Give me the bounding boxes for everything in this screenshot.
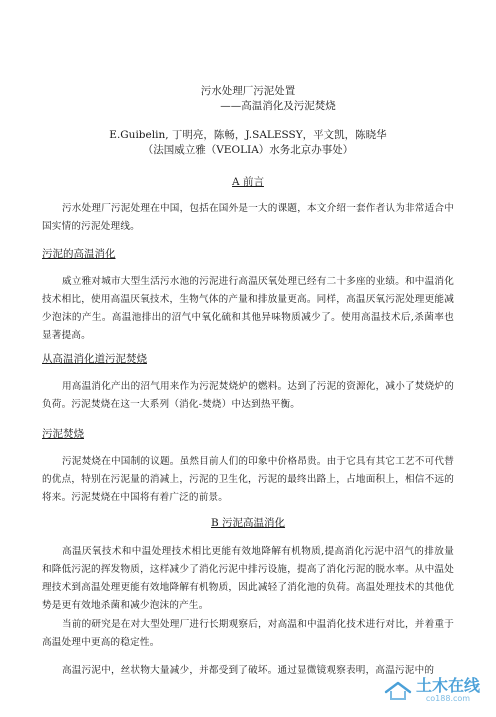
subheading-digestion-to-incineration: 从高温消化道污泥焚烧 xyxy=(42,353,147,365)
watermark-domain: co188.com xyxy=(425,694,471,703)
organization-line: （法国威立雅（VEOLIA）水务北京办事处） xyxy=(142,144,354,156)
authors-line: E.Guibelin, 丁明亮，陈畅，J.SALESSY，平文凯，陈晓华 xyxy=(109,129,387,141)
subheading-incineration: 污泥焚烧 xyxy=(42,428,84,440)
document-title: 污水处理厂污泥处置 xyxy=(200,85,296,97)
section-b-heading: B 污泥高温消化 xyxy=(210,517,286,529)
house-logo-icon xyxy=(384,680,412,702)
paragraph-high-temp-advantages: 高温厌氧技术和中温处理技术相比更能有效地降解有机物质,提高消化污泥中沼气的排放量和降低污泥的挥发物质，这样减少了消化污泥中排污设施，提高了消化污泥的脱水率。从中温处理技术到高温处理更能有效地降解有机物质，因此减轻了消化池的负荷。高温处理技术的其他优势是更有效地杀菌和减少泡沫的产生。 xyxy=(42,546,454,611)
watermark-title: 土木在线 xyxy=(415,676,480,695)
site-watermark xyxy=(384,678,480,703)
paragraph-incineration: 污泥焚烧在中国制的议题。虽然目前人们的印象中价格昂贵。由于它具有其它工艺不可代替的优点，特别在污泥量的消减上，污泥的卫生化，污泥的最终出路上，占地面积上，相信不远的将来。污泥焚烧在中国将有着广泛的前景。 xyxy=(42,456,454,503)
document-subtitle: ——高温消化及污泥焚烧 xyxy=(220,100,336,112)
subheading-high-temp-digestion: 污泥的高温消化 xyxy=(42,248,116,260)
paragraph-current-research: 当前的研究是在对大型处理厂进行长期观察后，对高温和中温消化技术进行对比，并着重于高温处理中更高的稳定性。 xyxy=(42,619,454,648)
paragraph-filamentous: 高温污泥中，丝状物大量减少，并都受到了破坏。通过显微镜观察表明，高温污泥中的 xyxy=(62,665,435,676)
paragraph-introduction: 污水处理厂污泥处理在中国，包括在国外是一大的课题，本文介绍一套作者认为非常适合中国实情的污泥处理线。 xyxy=(42,203,454,232)
section-a-heading: A 前言 xyxy=(232,176,264,188)
paragraph-high-temp-digestion: 威立雅对城市大型生活污水池的污泥进行高温厌氧处理已经有二十多座的业绩。和中温消化技术相比，使用高温厌氧技术，生物气体的产量和排放量更高。同样，高温厌氧污泥处理更能减少泡沫的产生。高温池排出的沼气中氧化硫和其他异味物质减少了。使用高温技术后,杀菌率也显著提高。 xyxy=(42,276,454,341)
paragraph-digestion-to-incineration: 用高温消化产出的沼气用来作为污泥焚烧炉的燃料。达到了污泥的资源化，减小了焚烧炉的负荷。污泥焚烧在这一大系列（消化-焚烧）中达到热平衡。 xyxy=(42,381,454,410)
